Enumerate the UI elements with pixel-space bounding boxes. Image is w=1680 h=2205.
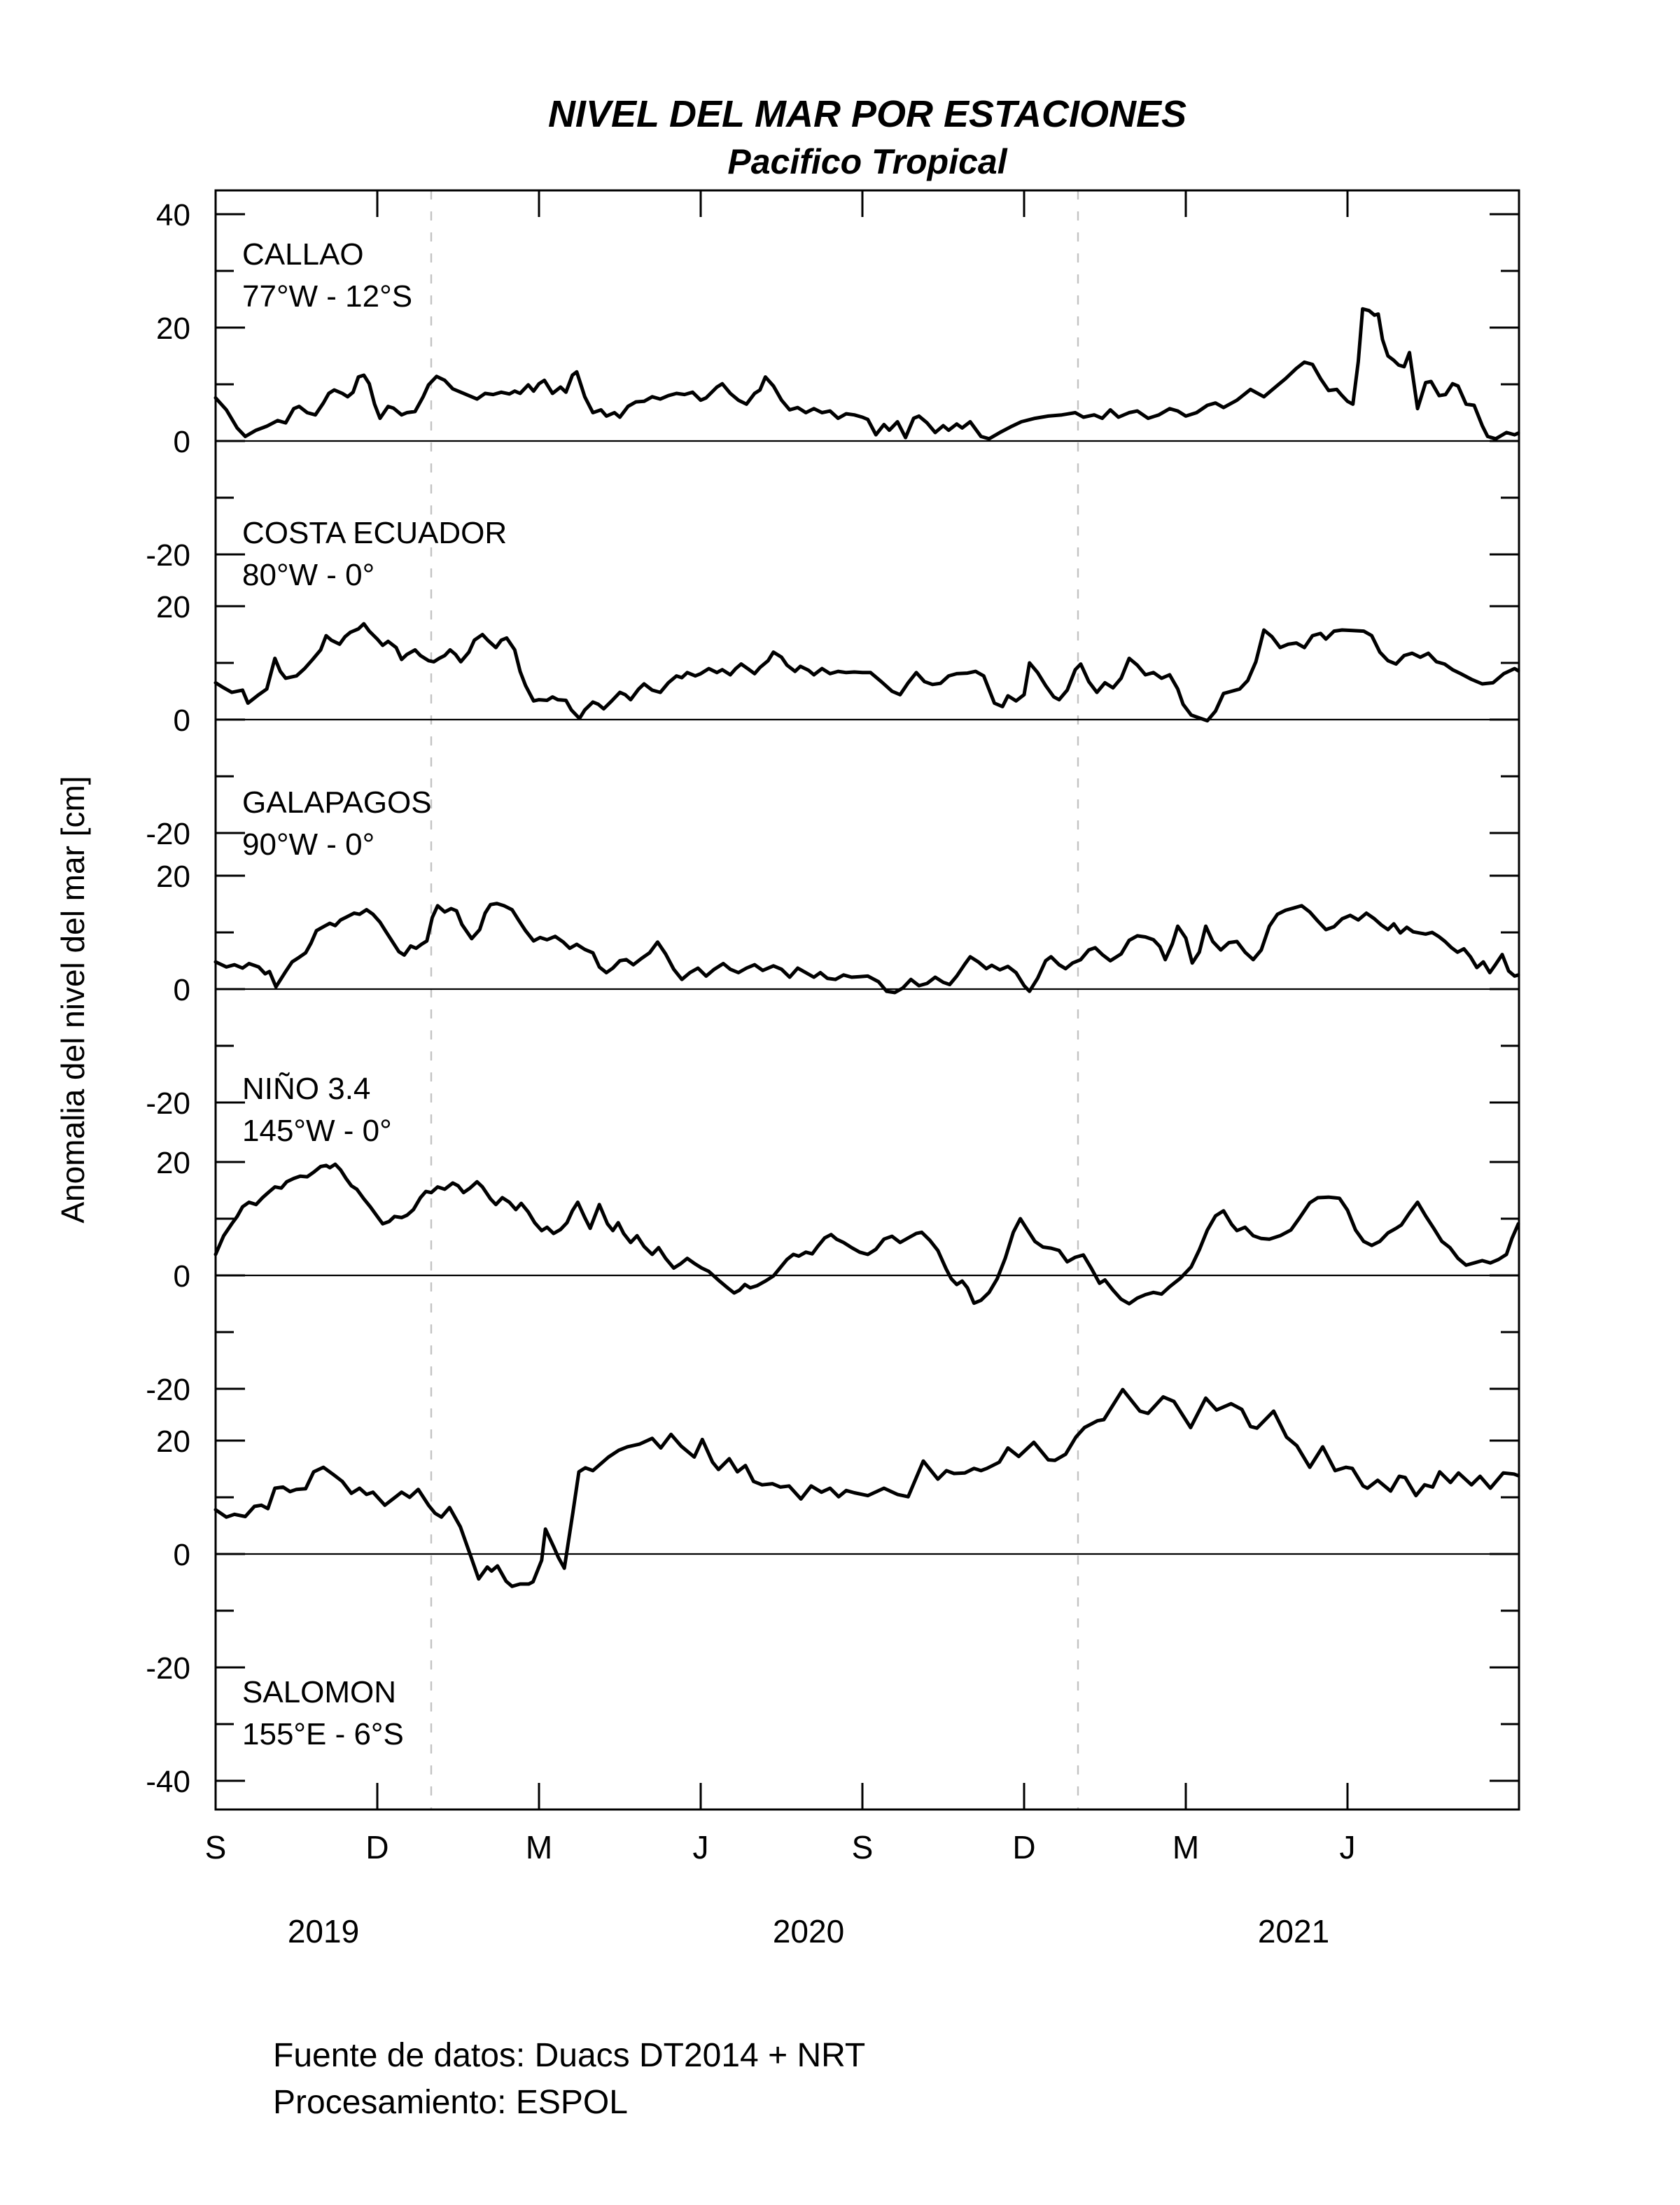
x-tick-label: S [204,1829,227,1865]
y-tick-label: 20 [156,312,190,346]
x-tick-label: D [1012,1829,1036,1865]
station-coords-salomon: 155°E - 6°S [242,1717,404,1751]
station-coords-galapagos: 90°W - 0° [242,827,375,862]
y-tick-label: 0 [173,1259,190,1294]
station-coords-ni-o-3-4: 145°W - 0° [242,1114,392,1148]
y-axis-ticks [146,198,1519,1799]
year-label: 2019 [287,1913,360,1949]
y-tick-label: 20 [156,590,190,624]
station-name-ni-o-3-4: NIÑO 3.4 [242,1072,371,1106]
x-tick-label: J [1339,1829,1356,1865]
y-axis-title: Anomalia del nivel del mar [cm] [55,776,91,1224]
station-name-salomon: SALOMON [242,1675,397,1709]
footer-data-source: Fuente de datos: Duacs DT2014 + NRT [273,2037,866,2074]
axes-box [216,190,1519,1809]
station-labels [242,237,507,1751]
footer-processing: Procesamiento: ESPOL [273,2084,628,2121]
year-label: 2020 [772,1913,845,1949]
series-line-galapagos [216,904,1518,993]
y-tick-label: 20 [156,1146,190,1180]
year-label: 2021 [1257,1913,1330,1949]
y-tick-label: 20 [156,860,190,894]
station-name-costa-ecuador: COSTA ECUADOR [242,516,507,550]
chart-title: NIVEL DEL MAR POR ESTACIONES [547,93,1187,135]
y-tick-label: -20 [146,1373,190,1407]
footer-credits [273,2032,865,2126]
series-line-costa-ecuador [216,624,1518,721]
y-tick-label: 0 [173,425,190,459]
station-name-callao: CALLAO [242,237,364,272]
x-tick-label: M [525,1829,553,1865]
y-tick-label: 0 [173,704,190,738]
chart-subtitle: Pacifico Tropical [727,142,1007,181]
station-coords-costa-ecuador: 80°W - 0° [242,558,375,592]
series-line-salomon [216,1390,1518,1586]
y-tick-label: 0 [173,973,190,1007]
zero-baselines [216,441,1519,1554]
y-tick-label: -20 [146,1651,190,1686]
x-tick-label: J [692,1829,709,1865]
station-coords-callao: 77°W - 12°S [242,279,413,314]
y-tick-label: 20 [156,1424,190,1459]
y-tick-label: -40 [146,1765,190,1799]
y-tick-label: -20 [146,538,190,573]
series-line-ni-o-3-4 [216,1164,1518,1303]
x-tick-label: S [851,1829,874,1865]
y-tick-label: 40 [156,198,190,232]
station-name-galapagos: GALAPAGOS [242,785,432,820]
x-tick-label: D [365,1829,389,1865]
year-boundary-gridlines [431,190,1078,1809]
y-tick-label: 0 [173,1538,190,1572]
y-tick-label: -20 [146,1086,190,1121]
y-tick-label: -20 [146,817,190,851]
x-tick-label: M [1172,1829,1200,1865]
series-line-callao [216,309,1518,439]
